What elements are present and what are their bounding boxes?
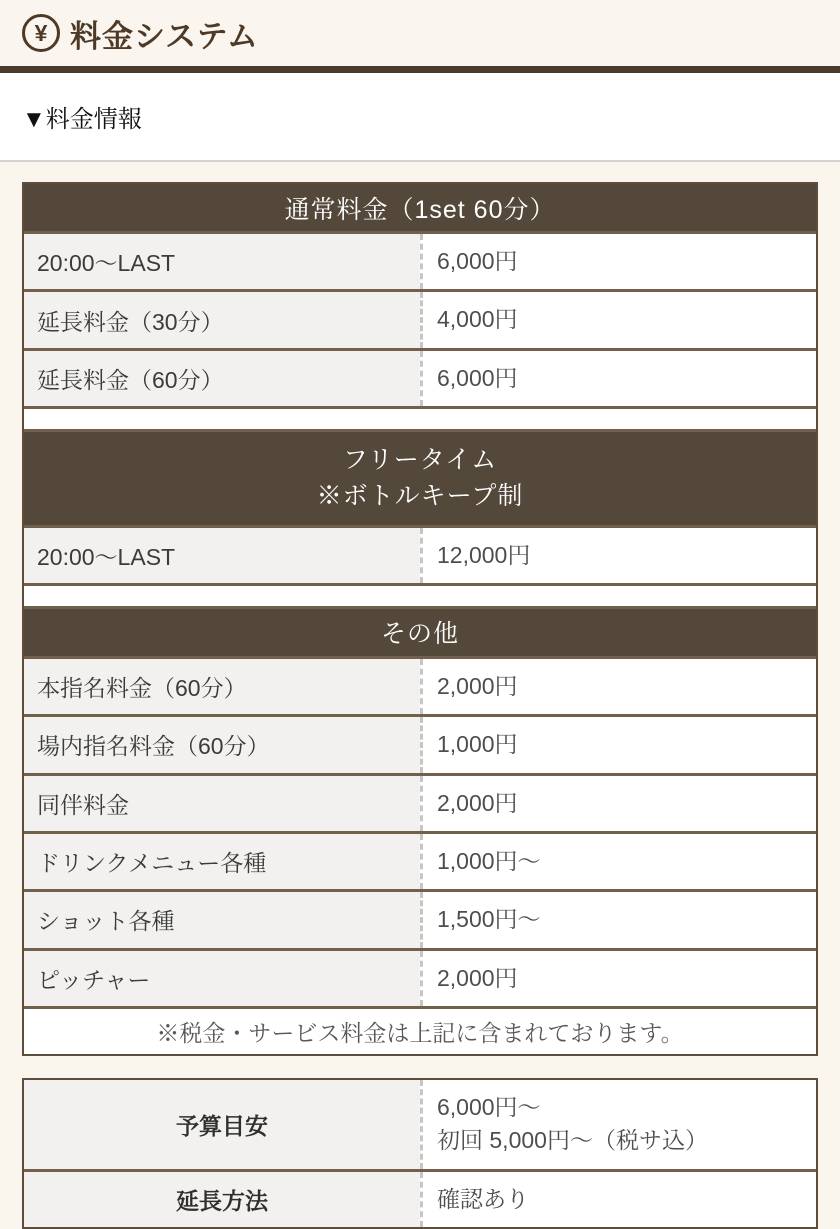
summary-value-line: 6,000円〜 bbox=[437, 1093, 541, 1120]
price-item-label: 延長料金（60分） bbox=[24, 351, 420, 406]
spacer-row bbox=[24, 586, 816, 609]
price-item-value: 2,000円 bbox=[420, 951, 816, 1006]
summary-row bbox=[24, 1172, 816, 1227]
price-item-value: 1,500円〜 bbox=[420, 892, 816, 947]
price-item-label: 20:00〜LAST bbox=[24, 234, 420, 289]
price-item-label: ピッチャー bbox=[24, 951, 420, 1006]
price-row bbox=[24, 951, 816, 1009]
price-info-anchor-link[interactable]: ▼料金情報 bbox=[22, 106, 142, 133]
price-row bbox=[24, 528, 816, 586]
section-header-text: 通常料金（1set 60分） bbox=[284, 195, 556, 224]
section-header-subtext: ※ボトルキープ制 bbox=[316, 482, 524, 511]
price-row bbox=[24, 776, 816, 834]
price-item-label: 場内指名料金（60分） bbox=[24, 717, 420, 772]
price-item-label: ショット各種 bbox=[24, 892, 420, 947]
summary-value bbox=[420, 1172, 816, 1227]
price-item-value: 2,000円 bbox=[420, 776, 816, 831]
price-item-value: 1,000円 bbox=[420, 717, 816, 772]
tax-note-text: ※税金・サービス料金は上記に含まれております。 bbox=[156, 1019, 684, 1046]
price-item-value: 4,000円 bbox=[420, 292, 816, 347]
price-item-label: 本指名料金（60分） bbox=[24, 659, 420, 714]
page-header bbox=[0, 0, 840, 73]
summary-label: 予算目安 bbox=[24, 1080, 420, 1169]
price-item-value: 12,000円 bbox=[420, 528, 816, 583]
price-item-label: ドリンクメニュー各種 bbox=[24, 834, 420, 889]
price-row bbox=[24, 717, 816, 775]
section-header-text: その他 bbox=[380, 620, 459, 649]
price-item-value: 1,000円〜 bbox=[420, 834, 816, 889]
tax-note-row bbox=[24, 1009, 816, 1054]
price-row bbox=[24, 292, 816, 350]
price-row bbox=[24, 834, 816, 892]
price-item-value: 2,000円 bbox=[420, 659, 816, 714]
summary-value bbox=[420, 1080, 816, 1169]
price-row bbox=[24, 234, 816, 292]
summary-row bbox=[24, 1080, 816, 1172]
price-item-value: 6,000円 bbox=[420, 234, 816, 289]
spacer-row bbox=[24, 409, 816, 432]
price-row bbox=[24, 892, 816, 950]
section-header-freetime bbox=[24, 432, 816, 528]
price-item-label: 同伴料金 bbox=[24, 776, 420, 831]
yen-circle-icon: ¥ bbox=[22, 14, 60, 52]
page-title-text: 料金システム bbox=[70, 18, 259, 54]
price-item-label: 延長料金（30分） bbox=[24, 292, 420, 347]
content-area bbox=[0, 162, 840, 1229]
section-header-regular bbox=[24, 184, 816, 234]
price-item-value: 6,000円 bbox=[420, 351, 816, 406]
page-title bbox=[22, 11, 259, 56]
section-nav bbox=[0, 73, 840, 162]
section-header-others bbox=[24, 609, 816, 659]
summary-label: 延長方法 bbox=[24, 1172, 420, 1227]
summary-table bbox=[22, 1078, 818, 1229]
summary-value-line: 初回 5,000円〜（税サ込） bbox=[437, 1127, 708, 1154]
price-row bbox=[24, 659, 816, 717]
price-table bbox=[22, 182, 818, 1056]
price-row bbox=[24, 351, 816, 409]
section-header-text: フリータイム bbox=[342, 446, 498, 475]
summary-value-line: 確認あり bbox=[437, 1185, 529, 1212]
price-item-label: 20:00〜LAST bbox=[24, 528, 420, 583]
